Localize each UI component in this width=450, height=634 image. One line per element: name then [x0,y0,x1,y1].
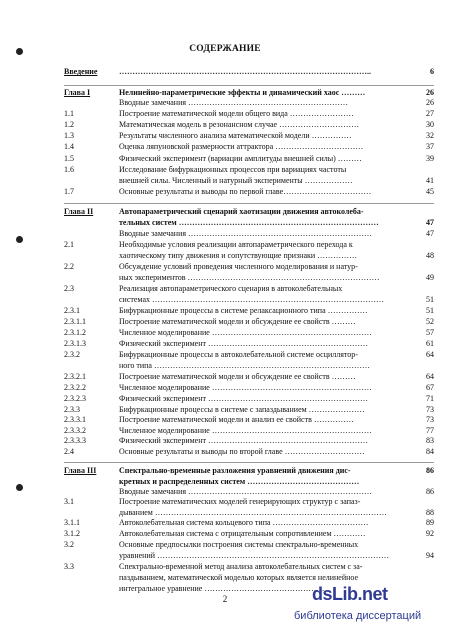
toc-entry-page: 86 [426,466,434,475]
toc-entry-title: Физический эксперимент …………………………………………………… [119,339,368,348]
toc-entry-title: Реализация автопараметрического сценария в автоколебательных [119,284,343,293]
toc-entry-title: Вводные замечания …………………………………………………………… [119,487,373,496]
toc-entry-page: 92 [426,529,434,538]
toc-entry-page: 30 [426,120,434,129]
toc-entry-title: Численное моделирование …………………………………………………… [119,426,372,435]
toc-entry-number: Введение [64,67,98,76]
toc-entry-title: Результаты численного анализа математической модели …………… [119,131,352,140]
toc-entry-number: 2.3.2.2 [64,383,86,392]
toc-entry-title: Построение математической модели и обсуждение ее свойств ……… [119,317,356,326]
toc-entry-page: 77 [426,426,434,435]
toc-entry-number: 2.3.3.2 [64,426,86,435]
toc-entry-title: Бифуркационные процессы в автоколебательной системе осциллятор- [119,350,358,359]
toc-entry-title: Обсуждение условий проведения численного моделирования и натур- [119,262,358,271]
chapter-separator [64,203,434,204]
toc-entry-title: хаотическому типу движения и сопутствующие признаки …………… [119,251,358,260]
toc-entry-number: 2.3.3 [64,405,80,414]
toc-entry-title: Физический эксперимент (вариации амплитуды внешней силы) ……… [119,154,362,163]
toc-entry-title: Вводные замечания …………………………………………………… [119,98,349,107]
toc-entry-title: Исследование бифуркационных процессов при вариациях частоты [119,165,347,174]
toc-entry-page: 51 [426,295,434,304]
toc-entry-title: Автоколебательная система кольцевого типа ……………………………… [119,518,369,527]
toc-entry-title: Необходимые условия реализации автопараметрического перехода к [119,240,353,249]
toc-entry-page: 47 [426,218,434,227]
toc-entry-title: Численное моделирование …………………………………………………… [119,383,372,392]
toc-entry-page: 26 [426,88,434,97]
toc-entry-title: Физический эксперимент …………………………………………………… [119,436,368,445]
toc-entry-number: 1.6 [64,165,74,174]
toc-entry-title: Оценка ляпуновской размерности аттрактора …………………………… [119,142,364,151]
toc-entry-number: 3.1.1 [64,518,80,527]
toc-entry-title: Построение математической модели и анализ ее свойств …………… [119,415,354,424]
toc-entry-title: Построение математической модели общего вида …………………… [119,109,354,118]
toc-entry-title: Основные предпосылки построения системы спектрально-временных [119,540,359,549]
toc-entry-page: 84 [426,447,434,456]
toc-entry-title: дыванием …………………………………………………………………………… [119,508,387,517]
toc-entry-number: 2.3.3.3 [64,436,86,445]
toc-entry-title: Численное моделирование …………………………………………………… [119,328,372,337]
toc-entry-title: Спектрально-временной метод анализа автоколебательных систем с за- [119,562,363,571]
toc-entry-number: 2.1 [64,240,74,249]
binder-hole-mark [16,484,23,491]
toc-entry-page: 86 [426,487,434,496]
chapter-separator [64,85,434,86]
toc-entry-title: Физический эксперимент …………………………………………………… [119,394,368,403]
toc-entry-number: 2.3.1.1 [64,317,86,326]
toc-entry-title: Построение математической модели и обсуждение ее свойств ……… [119,372,356,381]
toc-entry-title: Бифуркационные процессы в системе с запаздыванием ………………… [119,405,365,414]
toc-entry-title: Основные результаты и выводы по первой главе…………………………… [119,187,372,196]
toc-entry-number: 1.2 [64,120,74,129]
toc-entry-number: 2.3.2.3 [64,394,86,403]
toc-entry-page: 51 [426,306,434,315]
toc-entry-title: внешней силы. Численный и натурный эксперименты ……………… [119,176,353,185]
toc-entry-page: 41 [426,176,434,185]
toc-entry-page: 67 [426,383,434,392]
toc-entry-page: 26 [426,98,434,107]
toc-entry-title: Спектрально-временные разложения уравнений движения дис- [119,466,351,475]
toc-entry-title: Автоколебательная система с отрицательным сопротивлением ………… [119,529,366,538]
toc-entry-number: Глава II [64,207,94,216]
toc-entry-number: 2.2 [64,262,74,271]
toc-entry-title: Математическая модель в резонансном случае ………………………… [119,120,360,129]
toc-entry-page: 61 [426,339,434,348]
page-number: 2 [222,594,228,604]
toc-entry-page: 48 [426,251,434,260]
watermark [294,584,444,626]
toc-entry-number: 3.3 [64,562,74,571]
toc-entry-number: 2.4 [64,447,74,456]
toc-entry-number: 3.1.2 [64,529,80,538]
toc-entry-number: 2.3.1 [64,306,80,315]
toc-entry-title: кретных и распределенных систем …………………………………… [119,477,360,486]
toc-entry-title: ного типа ……………………………………………………………………… [119,361,370,370]
toc-entry-number: 1.4 [64,142,74,151]
toc-entry-number: 1.3 [64,131,74,140]
toc-entry-page: 83 [426,436,434,445]
toc-entry-page: 37 [426,142,434,151]
toc-entry-page: 71 [426,394,434,403]
toc-entry-title: Основные результаты и выводы по второй главе ………………………… [119,447,365,456]
toc-entry-number: 1.1 [64,109,74,118]
toc-entry-page: 47 [426,229,434,238]
toc-entry-number: 1.5 [64,154,74,163]
toc-entry-number: 3.1 [64,497,74,506]
toc-entry-number: 3.2 [64,540,74,549]
toc-entry-page: 89 [426,518,434,527]
toc-entry-page: 49 [426,273,434,282]
toc-entry-number: Глава III [64,466,97,475]
toc-entry-page: 64 [426,350,434,359]
watermark-logo: dsLib.net [312,584,388,604]
toc-entry-number: 2.3.2 [64,350,80,359]
binder-hole-mark [16,48,23,55]
toc-entry-number: 2.3.1.2 [64,328,86,337]
toc-entry-number: 2.3 [64,284,74,293]
toc-entry-title: интегральное уравнение ……………………………………… [119,584,325,593]
toc-entry-title: системах …………………………………………………………………………… [119,295,384,304]
toc-entry-number: 1.7 [64,187,74,196]
toc-entry-number: 2.3.1.3 [64,339,86,348]
chapter-separator [64,462,434,463]
toc-entry-number: 2.3.2.1 [64,372,86,381]
toc-entry-page: 39 [426,154,434,163]
toc-entry-title: ных экспериментов ……………………………………………………………… [119,273,380,282]
toc-entry-title: Бифуркационные процессы в системе релаксационного типа …………… [119,306,368,315]
toc-entry-title: Вводные замечания …………………………………………………………… [119,229,373,238]
binder-hole-mark [16,236,23,243]
toc-entry-number: Глава I [64,88,91,97]
toc-entry-title: Автопараметрический сценарий хаотизации движения автоколеба- [119,207,364,216]
toc-entry-page: 45 [426,187,434,196]
toc-entry-page: 32 [426,131,434,140]
toc-entry-page: 64 [426,372,434,381]
toc-entry-page: 73 [426,415,434,424]
toc-entry-page: 88 [426,508,434,517]
toc-entry-page: 27 [426,109,434,118]
toc-entry-page: 6 [430,67,434,76]
toc-entry-number: 2.3.3.1 [64,415,86,424]
toc-entry-title: Построение математических моделей генерирующих структур с запаз- [119,497,361,506]
toc-entry-page: 52 [426,317,434,326]
toc-entry-page: 57 [426,328,434,337]
page-title: СОДЕРЖАНИЕ [189,44,261,54]
toc-entry-title: тельных систем ………………………………………………………………… [119,218,379,227]
toc-entry-title: паздыванием, математической моделью которых является нелинейное [119,573,359,582]
watermark-subtitle: библиотека диссертаций [294,610,422,622]
toc-entry-title: ………………………………………………………………………………….. [119,67,371,76]
toc-entry-page: 94 [426,551,434,560]
toc-entry-page: 73 [426,405,434,414]
toc-entry-title: Нелинейно-параметрические эффекты и динамический хаос ……… [119,88,366,97]
toc-entry-title: уравнений …………………………………………………………………………… [119,551,390,560]
